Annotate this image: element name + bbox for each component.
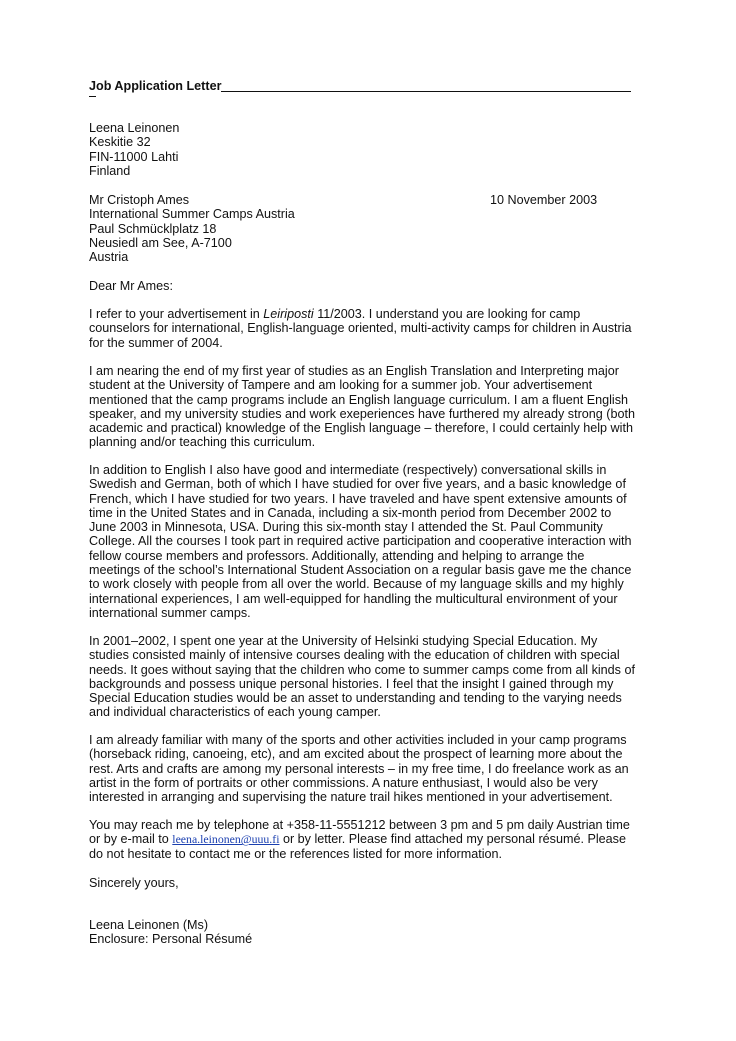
paragraph-1: I refer to your advertisement in Leiriposti 11/2003. I understand you are looking for camp counselors for international, English-language oriented, multi-activity camps for children in Austria for the summer of 2004.	[89, 307, 632, 350]
sender-name: Leena Leinonen	[89, 121, 180, 135]
sender-street: Keskitie 32	[89, 135, 151, 150]
recipient-name: Mr Cristoph Ames	[89, 193, 190, 207]
recipient-city: Neusiedl am See, A-7100	[89, 235, 232, 250]
sender-city: FIN-11000 Lahti	[89, 149, 179, 164]
paragraph-3: In addition to English I also have good and intermediate (respectively) conversational skills in Swedish and German, both of which I have studied for over five years, and a basic knowledge of French, which I have studied for two years. I have traveled and have spent extensive amounts of time in the United States and in Canada, including a six-month period from December 2002 to June 2003 in Minnesota, USA. During this six-month stay I attended the St. Paul Community College. All the courses I took part in required active participation and cooperative interaction with fellow course members and professors. Additionally, attending and helping to arrange the meetings of the school’s International Student Association on a regular basis gave me the chance to work closely with people from all over the world. Because of my language skills and my highly international experiences, I am well-equipped for handling the multicultural environment of your international summer camps.	[89, 463, 632, 620]
letter-date: 10 November 2003	[490, 193, 598, 207]
sender-country: Finland	[89, 163, 131, 178]
letter-header	[89, 79, 631, 93]
recipient-country: Austria	[89, 250, 129, 265]
recipient-org: International Summer Camps Austria	[89, 207, 295, 222]
publication-name: Leiriposti	[263, 307, 314, 321]
header-underscore	[89, 96, 96, 97]
paragraph-5: I am already familiar with many of the sports and other activities included in your camp programs (horseback riding, canoeing, etc), and am excited about the prospect of learning more about the rest. Arts and crafts are among my personal interests – in my free time, I do freelance work as an artist in the form of portraits or other commissions. A nature enthusiast, I would also be very interested in arranging and supervising the nature trail hikes mentioned in your advertisement.	[89, 733, 629, 805]
signature-name: Leena Leinonen (Ms)	[89, 918, 209, 932]
sender-address	[89, 121, 637, 178]
paragraph-2: I am nearing the end of my first year of studies as an English Translation and Interpreting major student at the University of Tampere and am looking for a summer job. Your advertisement mentioned that the camp programs include an English language curriculum. I am a fluent English speaker, and my university studies and work exeperiences have furthered my already strong (both academic and practical) knowledge of the English language – therefore, I could certainly help with planning and/or teaching this curriculum.	[89, 364, 636, 450]
enclosure-note: Enclosure: Personal Résumé	[89, 932, 253, 947]
title-underline	[221, 91, 631, 92]
signature-block	[89, 918, 637, 947]
paragraph-6: You may reach me by telephone at +358-11-5551212 between 3 pm and 5 pm daily Austrian time or by e-mail to leena.leinonen@uuu.fi or by letter. Please find attached my personal résumé. Please do not hesitate to contact me or the references listed for more information.	[89, 818, 630, 861]
email-link[interactable]: leena.leinonen@uuu.fi	[172, 832, 280, 847]
recipient-street: Paul Schmücklplatz 18	[89, 221, 217, 236]
paragraph-4: In 2001–2002, I spent one year at the University of Helsinki studying Special Education. My studies consisted mainly of intensive courses dealing with the education of children with special needs. It goes without saying that the children who come to summer camps come from all kinds of backgrounds and possess unique personal histories. I feel that the insight I gained through my Special Education studies would be an asset to understanding and tending to the varying needs and individual characteristics of each young camper.	[89, 634, 635, 720]
letter-title: Job Application Letter	[89, 79, 222, 93]
salutation: Dear Mr Ames:	[89, 279, 173, 293]
closing: Sincerely yours,	[89, 876, 179, 890]
